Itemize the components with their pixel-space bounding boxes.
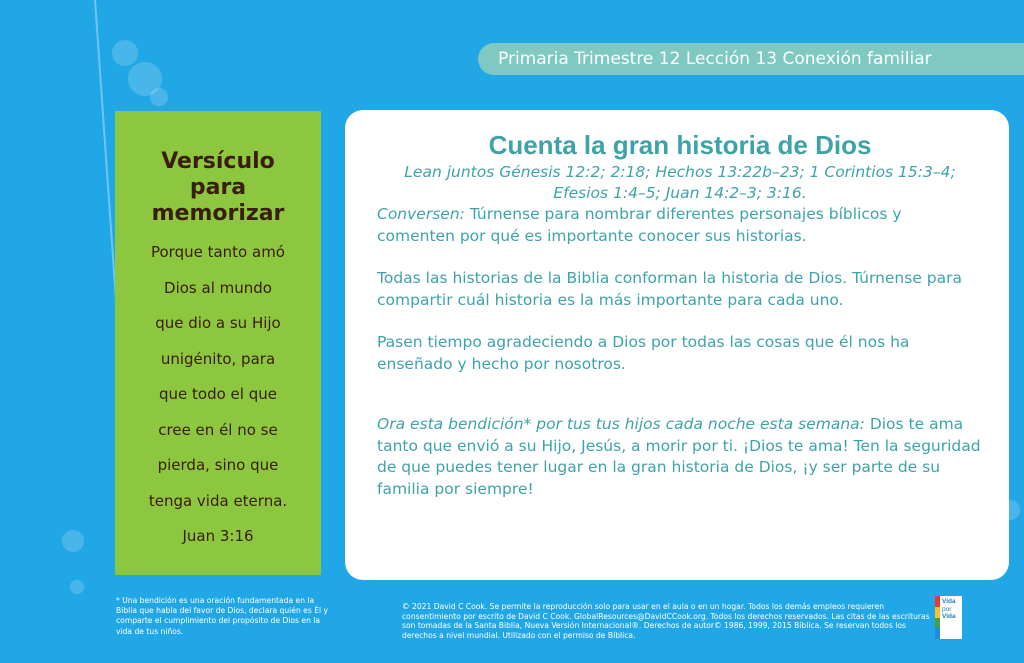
logo-word: Vida xyxy=(942,598,956,605)
vida-por-vida-logo xyxy=(935,596,962,639)
blessing-text: Dios te ama tanto que envió a su Hijo, Jesús, a morir por ti. ¡Dios te ama! Ten la seguridad de que puedes tener lugar en la gran historia de Dios, ¡y ser parte de su familia por siempre! xyxy=(377,415,981,498)
memory-verse-line: que todo el que xyxy=(159,385,277,403)
content-card xyxy=(345,110,1009,580)
memory-verse-line: pierda, sino que xyxy=(157,456,279,474)
discuss-label: Conversen: xyxy=(377,205,465,223)
memory-verse-line: que dio a su Hijo xyxy=(155,314,281,332)
memory-verse-reference: Juan 3:16 xyxy=(182,527,254,545)
blessing-paragraph xyxy=(377,414,983,500)
memory-verse-title-line: memorizar xyxy=(151,201,285,226)
scripture-references xyxy=(377,162,983,204)
memory-verse-title-line: Versículo xyxy=(161,149,275,174)
card-title: Cuenta la gran historia de Dios xyxy=(488,130,872,160)
memory-verse-line: Porque tanto amó xyxy=(150,243,285,261)
blessing-footnote: * Una bendición es una oración fundamentada en la Biblia que habla del favor de Dios, declara quién es Él y comparte el cumplimiento del propósito de Dios en la vida de tus niños. xyxy=(116,596,329,636)
stories-paragraph: Todas las historias de la Biblia conforman la historia de Dios. Túrnense para compartir cuál historia es la más importante para cada uno. xyxy=(377,269,963,309)
blessing-label: Ora esta bendición* por tus tus hijos cada noche esta semana: xyxy=(377,415,865,433)
reference-line: Lean juntos Génesis 12:2; 2:18; Hechos 13:22b–23; 1 Corintios 15:3–4; xyxy=(404,163,956,181)
logo-word: por xyxy=(942,605,952,613)
memory-verse-panel xyxy=(115,111,321,575)
discuss-text: Túrnense para nombrar diferentes personajes bíblicos y comenten por qué es importante conocer sus historias. xyxy=(377,205,902,245)
memory-verse-line: unigénito, para xyxy=(160,349,276,368)
memory-verse-title-line: para xyxy=(189,175,247,200)
decorative-bubble xyxy=(70,580,84,594)
reference-line: Efesios 1:4–5; Juan 14:2–3; 3:16. xyxy=(553,184,807,202)
discuss-paragraph xyxy=(377,204,983,247)
lesson-header: Primaria Trimestre 12 Lección 13 Conexión familiar xyxy=(478,43,1024,75)
copyright-notice: © 2021 David C Cook. Se permite la reproducción solo para usar en el aula o en un hogar. Todos los demás empleos requieren consentimiento por escrito de David C Cook. GlobalResources@DavidCCook.org. Todos los derechos reservados. Las citas de las escrituras son tomadas de la Santa Biblia, Nueva Versión Internacional®. Derechos de autor© 1986, 1999, 2015 Bíblica. Se reservan todos los derechos a nivel mundial. Utilizado con el permiso de Bíblica. xyxy=(402,602,930,640)
logo-word: Vida xyxy=(942,613,956,620)
decorative-bubble xyxy=(150,88,168,106)
memory-verse-text xyxy=(115,235,321,555)
memory-verse-line: tenga vida eterna. xyxy=(148,491,288,510)
decorative-bubble xyxy=(62,530,84,552)
thanks-paragraph: Pasen tiempo agradeciendo a Dios por todas las cosas que él nos ha enseñado y hecho por nosotros. xyxy=(377,333,910,373)
memory-verse-line: Dios al mundo xyxy=(164,278,272,297)
memory-verse-line: cree en él no se xyxy=(158,420,278,439)
memory-verse-title xyxy=(115,149,321,227)
decorative-bubble xyxy=(112,40,138,66)
logo-text xyxy=(940,596,962,639)
